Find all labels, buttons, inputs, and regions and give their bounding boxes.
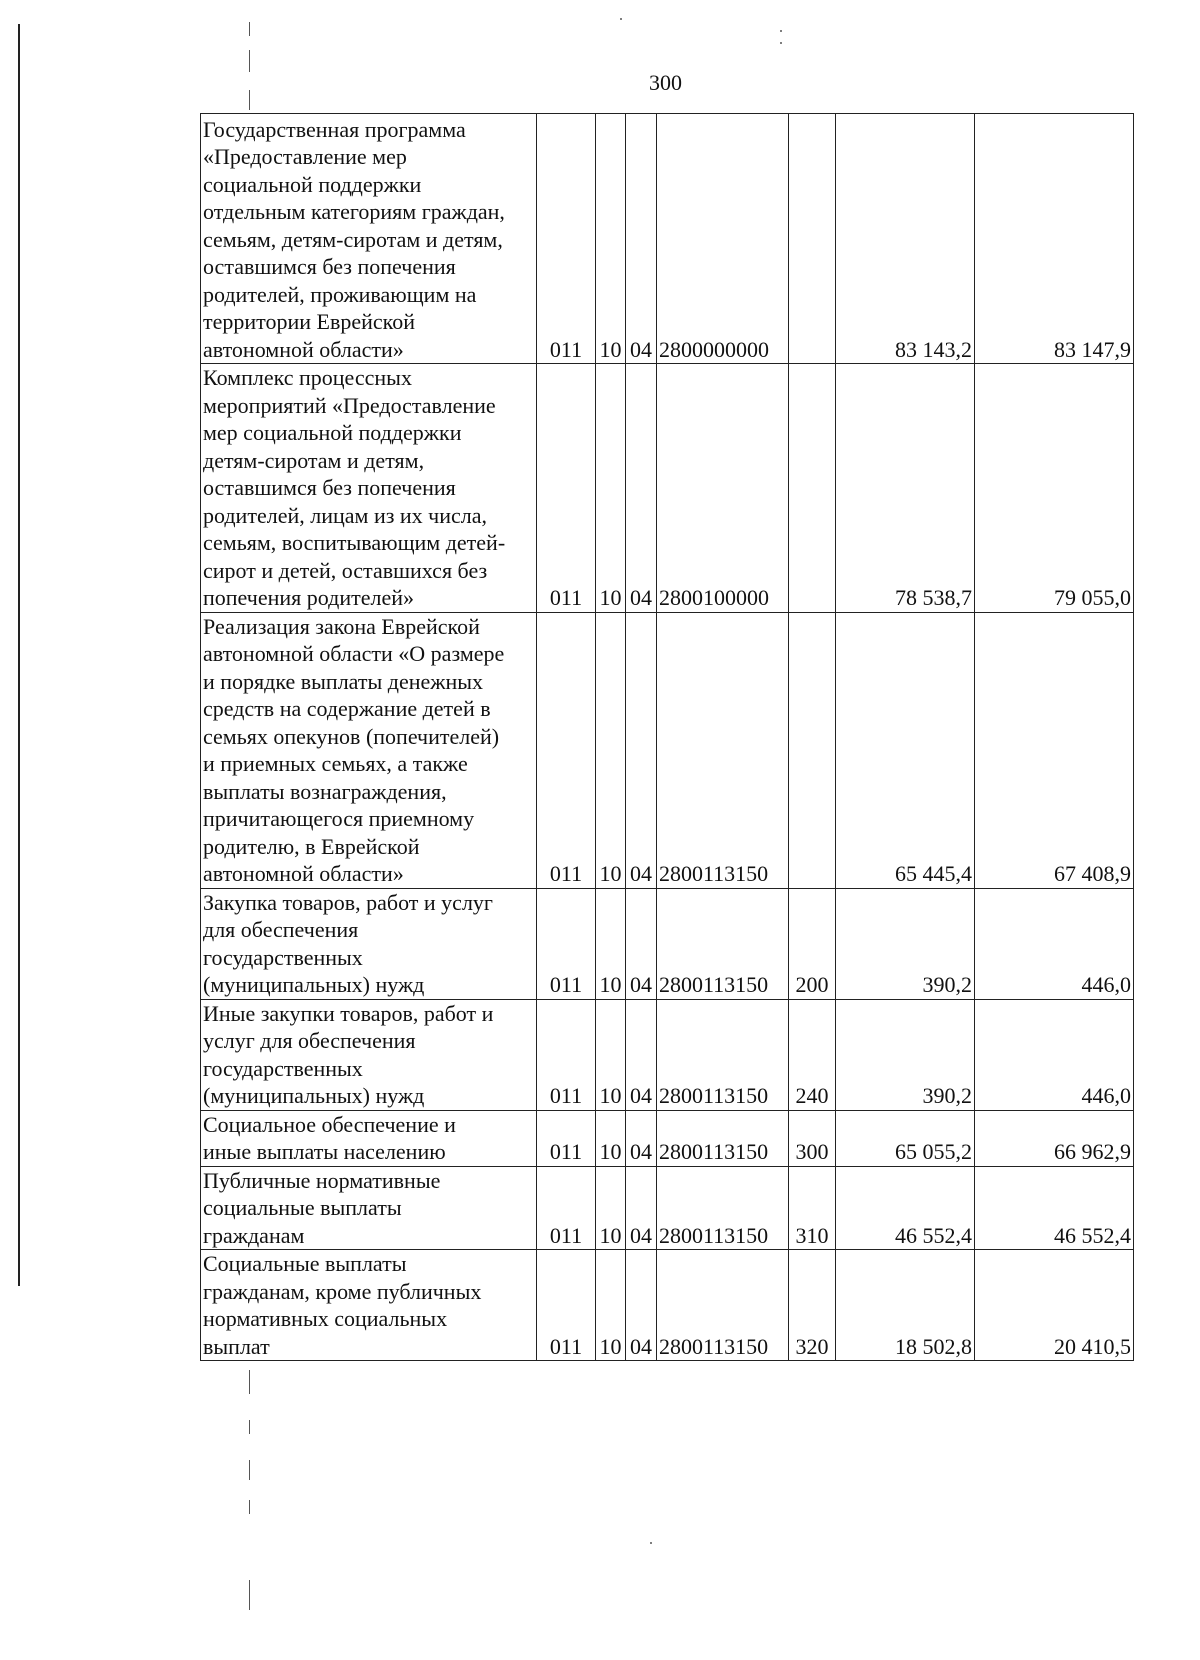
row-amount-year1: 18 502,8 (836, 1250, 975, 1361)
row-name: Закупка товаров, работ и услуг для обеспечения государственных (муниципальных) нужд (201, 888, 537, 999)
row-section-code: 10 (596, 1250, 626, 1361)
row-subsection-code: 04 (626, 364, 657, 613)
row-ministry-code: 011 (537, 888, 596, 999)
table-row (201, 1250, 1134, 1361)
scan-speck (780, 30, 782, 32)
row-section-code: 10 (596, 1110, 626, 1166)
row-name: Иные закупки товаров, работ и услуг для обеспечения государственных (муниципальных) нужд (201, 999, 537, 1110)
row-section-code: 10 (596, 888, 626, 999)
row-name: Реализация закона Еврейской автономной области «О размере и порядке выплаты денежных средств на содержание детей в семьях опекунов (попечителей) и приемных семьях, а также выплаты вознаграждения, причитающегося приемному родителю, в Еврейской автономной области» (201, 612, 537, 888)
scan-edge-dash (249, 50, 250, 72)
row-section-code: 10 (596, 114, 626, 364)
scan-speck (620, 18, 622, 20)
row-ministry-code: 011 (537, 612, 596, 888)
row-amount-year2: 83 147,9 (975, 114, 1134, 364)
page-number: 300 (649, 70, 682, 95)
row-ministry-code: 011 (537, 1250, 596, 1361)
row-name: Государственная программа «Предоставление мер социальной поддержки отдельным категориям граждан, семьям, детям-сиротам и детям, оставшимся без попечения родителей, проживающим на территории Еврейской автономной области» (201, 114, 537, 364)
table-row (201, 999, 1134, 1110)
scan-edge-dash (249, 1460, 250, 1480)
row-amount-year2: 20 410,5 (975, 1250, 1134, 1361)
row-program-code: 2800113150 (657, 1250, 789, 1361)
row-subsection-code: 04 (626, 1110, 657, 1166)
row-amount-year2: 46 552,4 (975, 1166, 1134, 1250)
scan-edge-dash (249, 22, 250, 36)
row-name: Комплекс процессных мероприятий «Предоставление мер социальной поддержки детям-сиротам и детям, оставшимся без попечения родителей, лицам из их числа, семьям, воспитывающим детей- сирот и детей, оставшихся без попечения родителей» (201, 364, 537, 613)
row-subsection-code: 04 (626, 999, 657, 1110)
row-subsection-code: 04 (626, 114, 657, 364)
row-program-code: 2800113150 (657, 999, 789, 1110)
table-row (201, 612, 1134, 888)
scan-speck (650, 1542, 652, 1544)
scan-edge-dash (249, 1370, 250, 1394)
row-program-code: 2800000000 (657, 114, 789, 364)
budget-table-body (201, 114, 1134, 1361)
scan-edge-dash (249, 90, 250, 110)
row-section-code: 10 (596, 1166, 626, 1250)
row-ministry-code: 011 (537, 114, 596, 364)
row-amount-year2: 446,0 (975, 999, 1134, 1110)
row-name: Социальные выплаты гражданам, кроме публичных нормативных социальных выплат (201, 1250, 537, 1361)
row-section-code: 10 (596, 612, 626, 888)
budget-table (200, 113, 1134, 1361)
row-expense-type (789, 364, 836, 613)
row-expense-type: 310 (789, 1166, 836, 1250)
row-amount-year1: 78 538,7 (836, 364, 975, 613)
row-amount-year2: 66 962,9 (975, 1110, 1134, 1166)
scan-edge-dash (249, 1580, 250, 1610)
row-program-code: 2800100000 (657, 364, 789, 613)
row-subsection-code: 04 (626, 888, 657, 999)
table-row (201, 114, 1134, 364)
row-expense-type (789, 114, 836, 364)
row-name: Социальное обеспечение и иные выплаты населению (201, 1110, 537, 1166)
table-row (201, 364, 1134, 613)
table-row (201, 1110, 1134, 1166)
row-amount-year1: 83 143,2 (836, 114, 975, 364)
row-subsection-code: 04 (626, 1250, 657, 1361)
row-expense-type: 200 (789, 888, 836, 999)
row-program-code: 2800113150 (657, 1166, 789, 1250)
row-program-code: 2800113150 (657, 1110, 789, 1166)
row-program-code: 2800113150 (657, 888, 789, 999)
row-expense-type: 320 (789, 1250, 836, 1361)
row-amount-year2: 67 408,9 (975, 612, 1134, 888)
table-row (201, 888, 1134, 999)
row-amount-year1: 65 055,2 (836, 1110, 975, 1166)
row-ministry-code: 011 (537, 1110, 596, 1166)
row-amount-year1: 65 445,4 (836, 612, 975, 888)
row-subsection-code: 04 (626, 1166, 657, 1250)
row-ministry-code: 011 (537, 1166, 596, 1250)
row-expense-type (789, 612, 836, 888)
row-ministry-code: 011 (537, 999, 596, 1110)
row-amount-year1: 390,2 (836, 999, 975, 1110)
row-expense-type: 240 (789, 999, 836, 1110)
table-row (201, 1166, 1134, 1250)
row-section-code: 10 (596, 999, 626, 1110)
scan-edge-dash (249, 1420, 250, 1434)
scan-speck (780, 42, 782, 44)
scan-edge-dash (249, 1500, 250, 1514)
row-amount-year2: 79 055,0 (975, 364, 1134, 613)
row-section-code: 10 (596, 364, 626, 613)
row-subsection-code: 04 (626, 612, 657, 888)
row-name: Публичные нормативные социальные выплаты гражданам (201, 1166, 537, 1250)
row-ministry-code: 011 (537, 364, 596, 613)
scan-edge-line (18, 24, 20, 1286)
row-program-code: 2800113150 (657, 612, 789, 888)
row-expense-type: 300 (789, 1110, 836, 1166)
row-amount-year1: 390,2 (836, 888, 975, 999)
row-amount-year2: 446,0 (975, 888, 1134, 999)
row-amount-year1: 46 552,4 (836, 1166, 975, 1250)
